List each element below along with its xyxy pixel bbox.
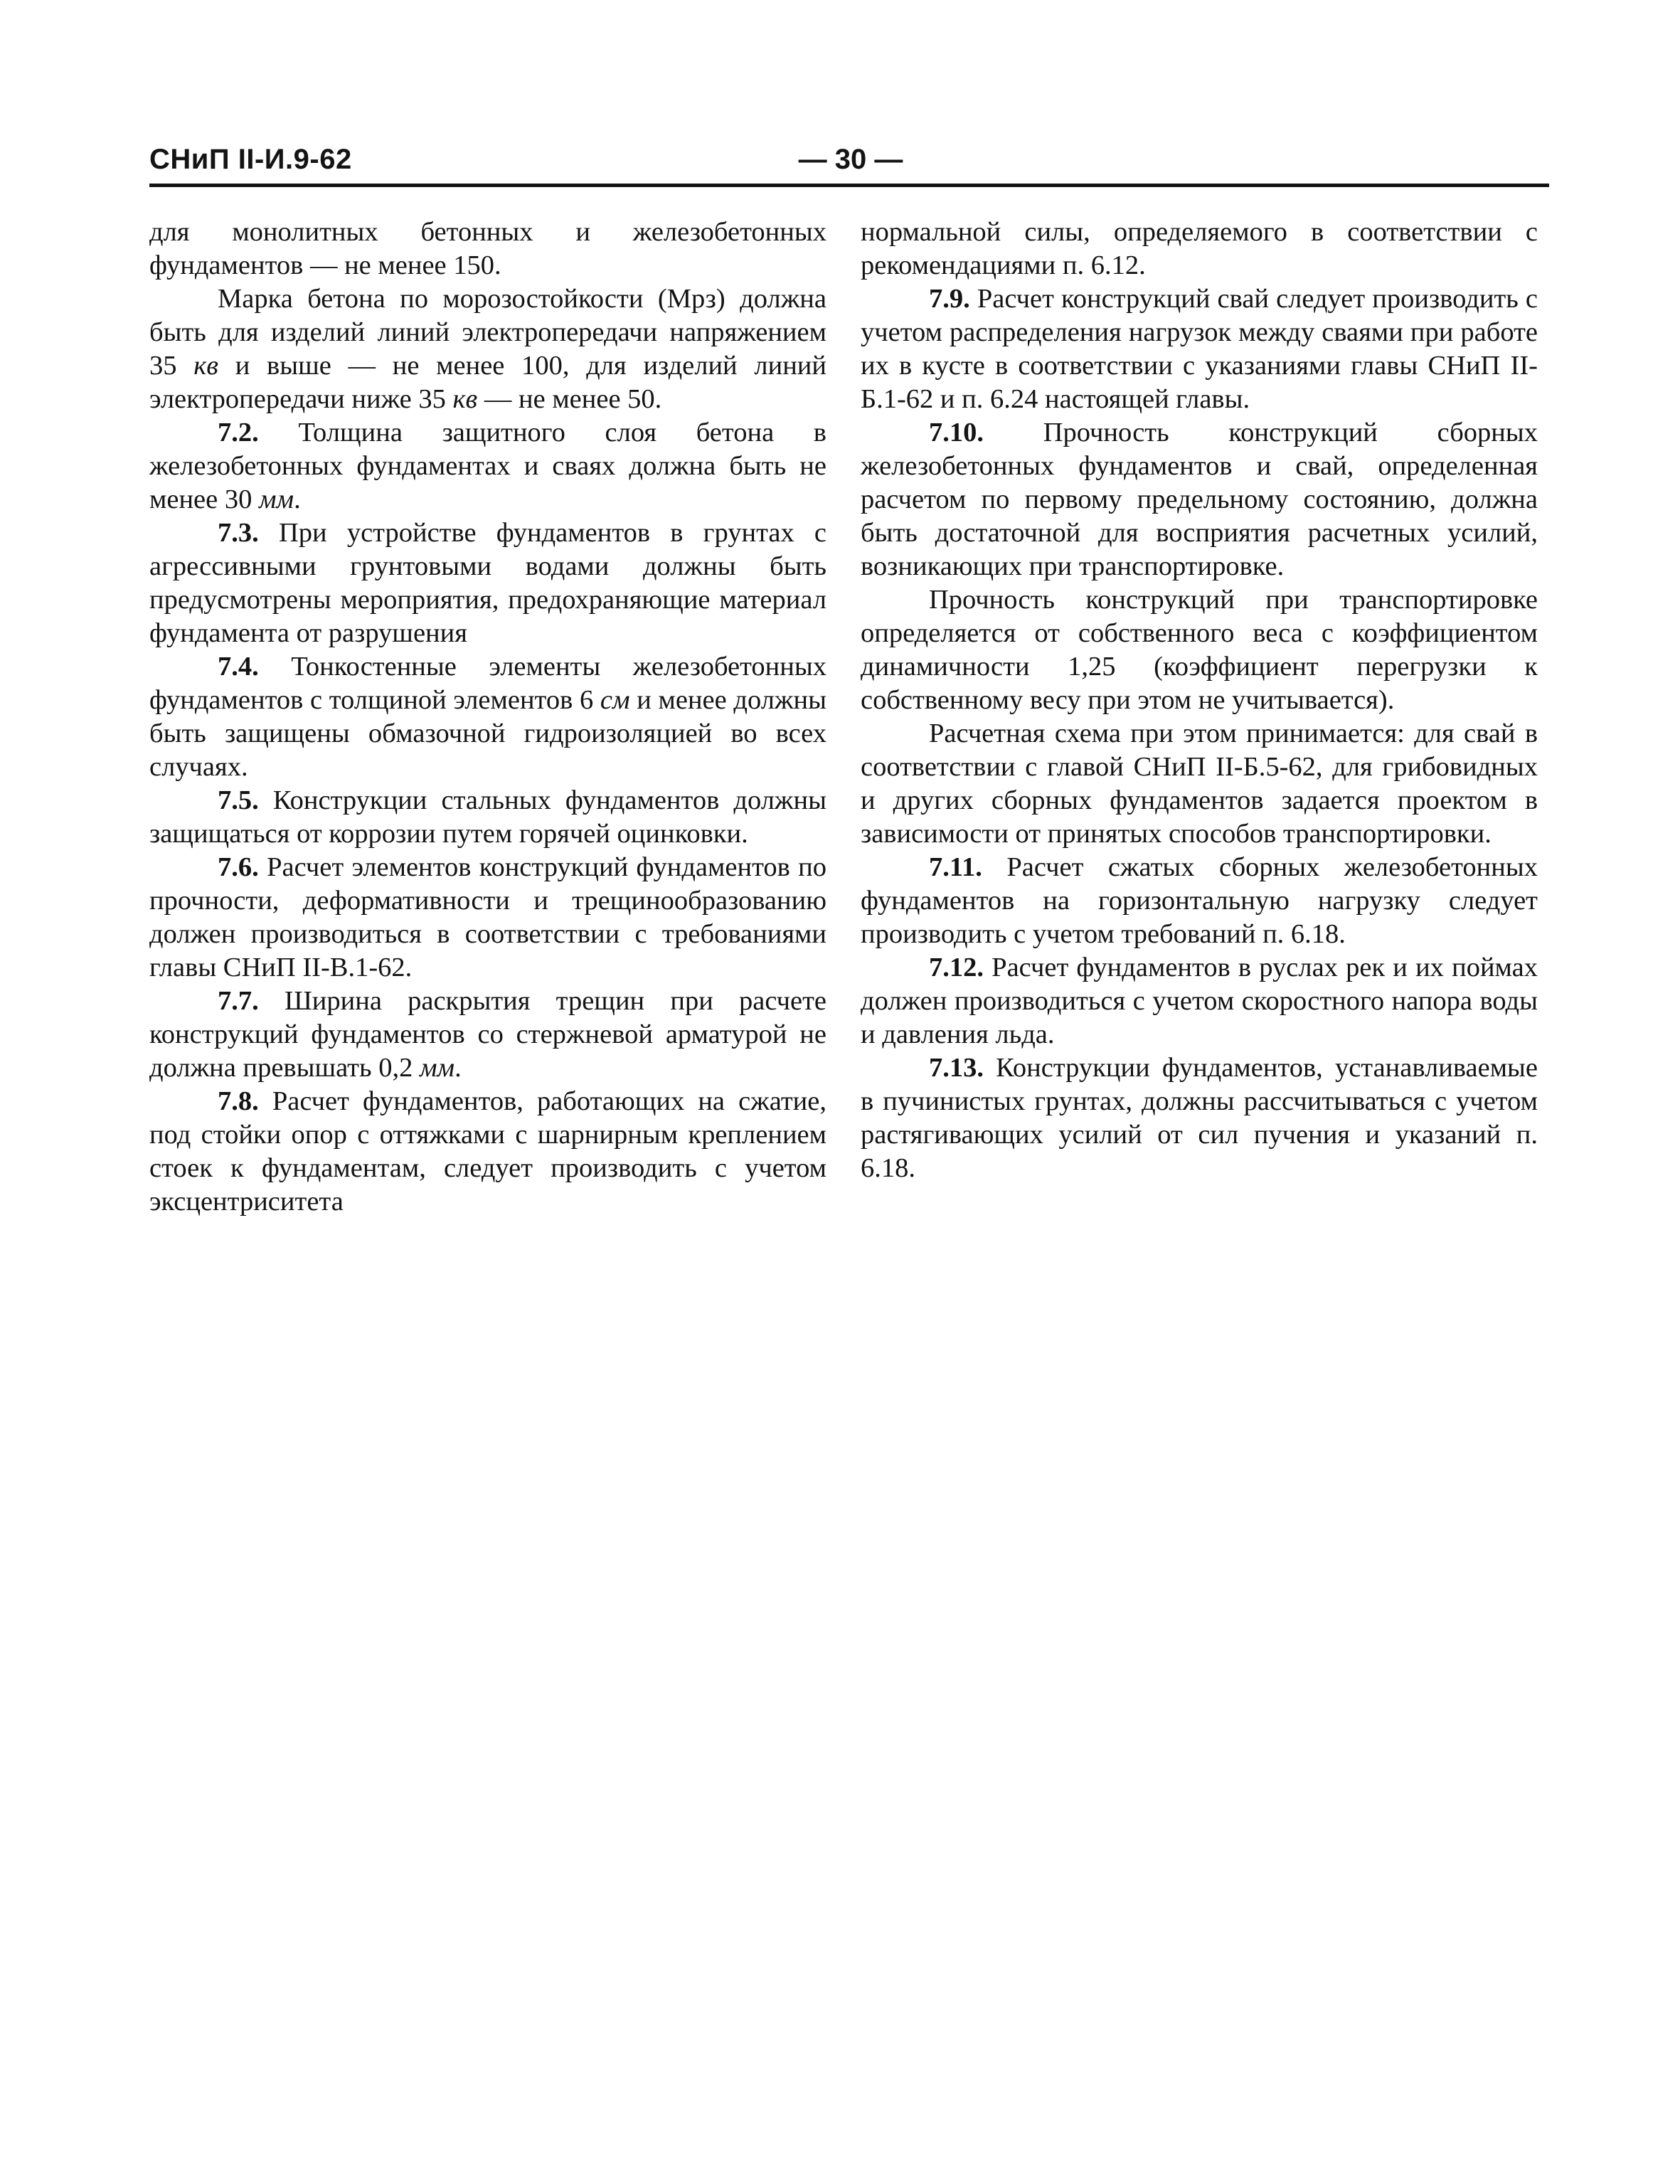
- paragraph-continuation: для монолитных бетонных и железобетонных фундаментов — не менее 150.: [149, 217, 826, 280]
- page-number: — 30 —: [798, 144, 903, 175]
- clause-7-7: 7.7. Ширина раскрытия трещин при расчете конструкций фундаментов со стержневой арматурой не должна превышать 0,2 мм.: [149, 986, 826, 1083]
- clause-7-5: 7.5. Конструкции стальных фундаментов должны защищаться от коррозии путем горячей оцинковки.: [149, 785, 826, 849]
- clause-7-8: 7.8. Расчет фундаментов, работающих на сжатие, под стойки опор с оттяжками с шарнирным креплением стоек к фундаментам, следует производить с учетом эксцентриситета: [149, 1086, 827, 1216]
- paragraph-transport-strength: Прочность конструкций при транспортировке определяется от собственного веса с коэффициентом динамичности 1,25 (коэффициент перегрузки к собственному весу при этом не учитывается).: [861, 585, 1538, 715]
- clause-7-2: 7.2. Толщина защитного слоя бетона в железобетонных фундаментах и сваях должна быть не менее 30 мм.: [149, 418, 826, 514]
- clause-7-4: 7.4. Тонкостенные элементы железобетонных фундаментов с толщиной элементов 6 см и менее должны быть защищены обмазочной гидроизоляцией во всех случаях.: [149, 652, 827, 782]
- clause-7-6: 7.6. Расчет элементов конструкций фундаментов по прочности, деформативности и трещинообразованию должен производиться в соответствии с требованиями главы СНиП II-В.1-62.: [149, 852, 826, 982]
- paragraph-frost-resistance: Марка бетона по морозостойкости (Мрз) должна быть для изделий линий электропередачи напряжением 35 кв и выше — не менее 100, для изделий линий электропередачи ниже 35 кв — не менее 50.: [149, 284, 827, 414]
- clause-7-10: 7.10. Прочность конструкций сборных железобетонных фундаментов и свай, определенная расчетом по первому предельному состоянию, должна быть достаточной для восприятия расчетных усилий, возникающих при транспортировке.: [861, 418, 1538, 581]
- clause-7-3: 7.3. При устройстве фундаментов в грунтах с агрессивными грунтовыми водами должны быть предусмотрены мероприятия, предохраняющие материал фундамента от разрушения: [149, 518, 827, 648]
- paragraph-continuation-right: нормальной силы, определяемого в соответствии с рекомендациями п. 6.12.: [861, 217, 1538, 280]
- clause-7-13: 7.13. Конструкции фундаментов, устанавливаемые в пучинистых грунтах, должны рассчитываться с учетом растягивающих усилий от сил пучения и указаний п. 6.18.: [861, 1053, 1538, 1183]
- header-rule: [149, 184, 1549, 187]
- paragraph-design-scheme: Расчетная схема при этом принимается: для свай в соответствии с главой СНиП II-Б.5-62, для грибовидных и других сборных фундаментов задается проектом в зависимости от принятых способов транспортировки.: [861, 719, 1538, 849]
- clause-7-9: 7.9. Расчет конструкций свай следует производить с учетом распределения нагрузок между сваями при работе их в кусте в соответствии с указаниями главы СНиП II-Б.1-62 и п. 6.24 настоящей главы.: [861, 284, 1538, 414]
- document-code: СНиП II-И.9-62: [149, 144, 352, 175]
- running-header: [149, 139, 1549, 182]
- clause-7-12: 7.12. Расчет фундаментов в руслах рек и их поймах должен производиться с учетом скоростного напора воды и давления льда.: [861, 953, 1538, 1049]
- left-column: [149, 216, 826, 1219]
- right-column: [861, 216, 1538, 1185]
- clause-7-11: 7.11. Расчет сжатых сборных железобетонных фундаментов на горизонтальную нагрузку следует производить с учетом требований п. 6.18.: [861, 852, 1538, 949]
